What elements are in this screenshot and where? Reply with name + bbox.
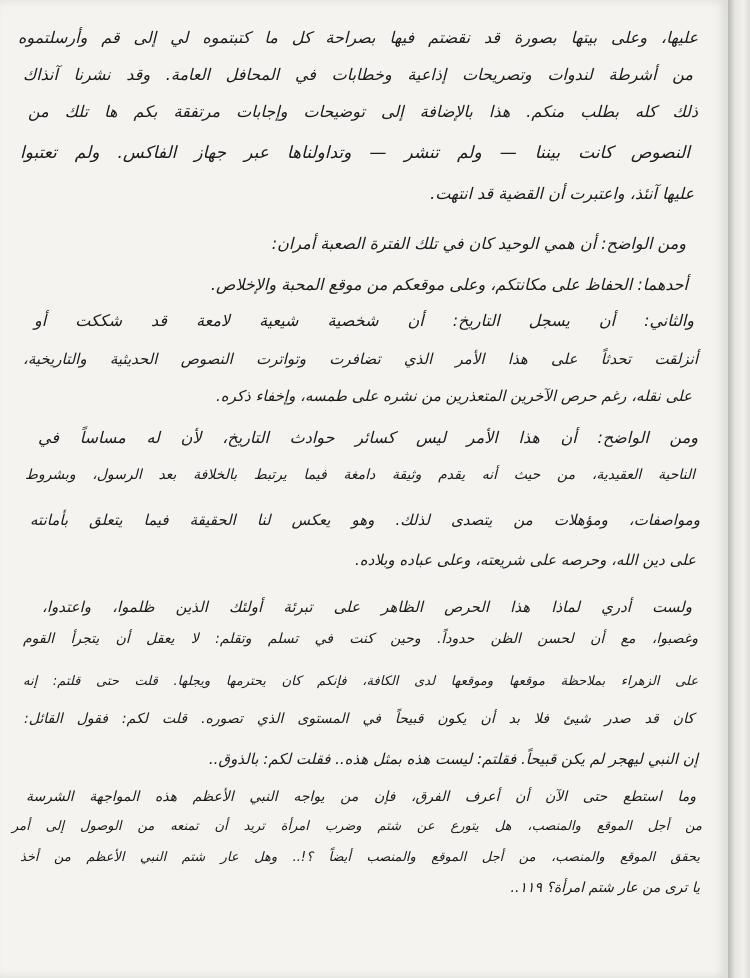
manuscript-line: ومن الواضح: أن همي الوحيد كان في تلك الفترة الصعبة أمران: [271,234,686,253]
manuscript-line: وما استطع حتى الآن أن أعرف الفرق، فإن من يواجه النبي الأعظم هذه المواجهة الشرسة [26,789,696,805]
manuscript-line: وغصبوا، مع أن لحسن الظن حدوداً. وحين كنت في تسلم وتقلم: لا يعقل أن يتجرأ القوم [23,631,698,647]
manuscript-line: من أجل الموقع والمنصب، هل يتورع عن شتم وضرب امرأة تريد أن تمنعه من الوصول إلى أمر [12,819,702,834]
manuscript-line: من أشرطة لندوات وتصريحات إذاعية وخطابات في المحافل العامة. وقد نشرنا آنذاك [23,65,694,84]
manuscript-line: النصوص كانت بيننا — ولم تنشر — وتداولناها عبر جهاز الفاكس. ولم تعتبوا [20,143,690,163]
manuscript-line: عليها آنئذ، واعتبرت أن القضية قد انتهت. [430,184,694,203]
manuscript-line: إن النبي ليهجر لم يكن قبيحاً. فقلتم: ليست هذه بمثل هذه.. فقلت لكم: بالذوق.. [208,750,698,768]
page-gutter [728,0,750,978]
manuscript-line: الناحية العقيدية، من حيث أنه يقدم وثيقة دامغة فيما يرتبط بالخلافة بعد الرسول، وبشروط [25,467,695,483]
manuscript-line: على الزهراء بملاحظة موقعها وموقعها لدى الكافة، فإنكم كان يحترمها ويجلها. قلت حتى قلتم: إنه [23,674,698,689]
manuscript-line: على دين الله، وحرصه على شريعته، وعلى عباده وبلاده. [354,551,696,569]
manuscript-line: ولست أدري لماذا هذا الحرص الظاهر على تبرئة أولئك الذين ظلموا، واعتدوا، [42,598,692,616]
manuscript-line: أنزلقت تحدثاً على هذا الأمر الذي تضافرت وتواترت النصوص الحديثية والتاريخية، [23,350,698,368]
manuscript-line: على نقله، رغم حرص الآخرين المتعذرين من نشره على طمسه، وإخفاء ذكره. [215,387,692,405]
manuscript-line: والثاني: أن يسجل التاريخ: أن شخصية شيعية لامعة قد شككت أو [34,311,694,330]
manuscript-line: ومن الواضح: أن هذا الأمر ليس كسائر حوادث التاريخ، لأن له مساساً في [38,428,698,447]
manuscript-line: عليها، وعلى بيتها بصورة قد نقضتم فيها بصراحة كل ما كتبتموه لي إلى قم وأرسلتموه [18,28,698,47]
manuscript-line: يا ترى من عار شتم امرأة؟ ١١٩.. [510,880,700,896]
manuscript-line: ذلك كله بطلب منكم. هذا بالإضافة إلى توضيحات وإجابات مرتفقة بكم ها تلك من [28,102,698,121]
manuscript-line: أحدهما: الحفاظ على مكانتكم، وعلى موقعكم من موقع المحبة والإخلاص. [210,275,688,294]
manuscript-line: يحقق الموقع والمنصب، من أجل الموقع والمنصب أيضاً ؟!.. وهل عار شتم النبي الأعظم من أخذ [20,850,700,865]
manuscript-line: ومواصفات، ومؤهلات من يتصدى لذلك. وهو يعكس لنا الحقيقة فيما يتعلق بأمانته [30,511,700,529]
manuscript-line: كان قد صدر شيئ فلا بد أن يكون قبيحاً في المستوى الذي تصوره. قلت لكم: فقول القائل: [24,711,694,727]
